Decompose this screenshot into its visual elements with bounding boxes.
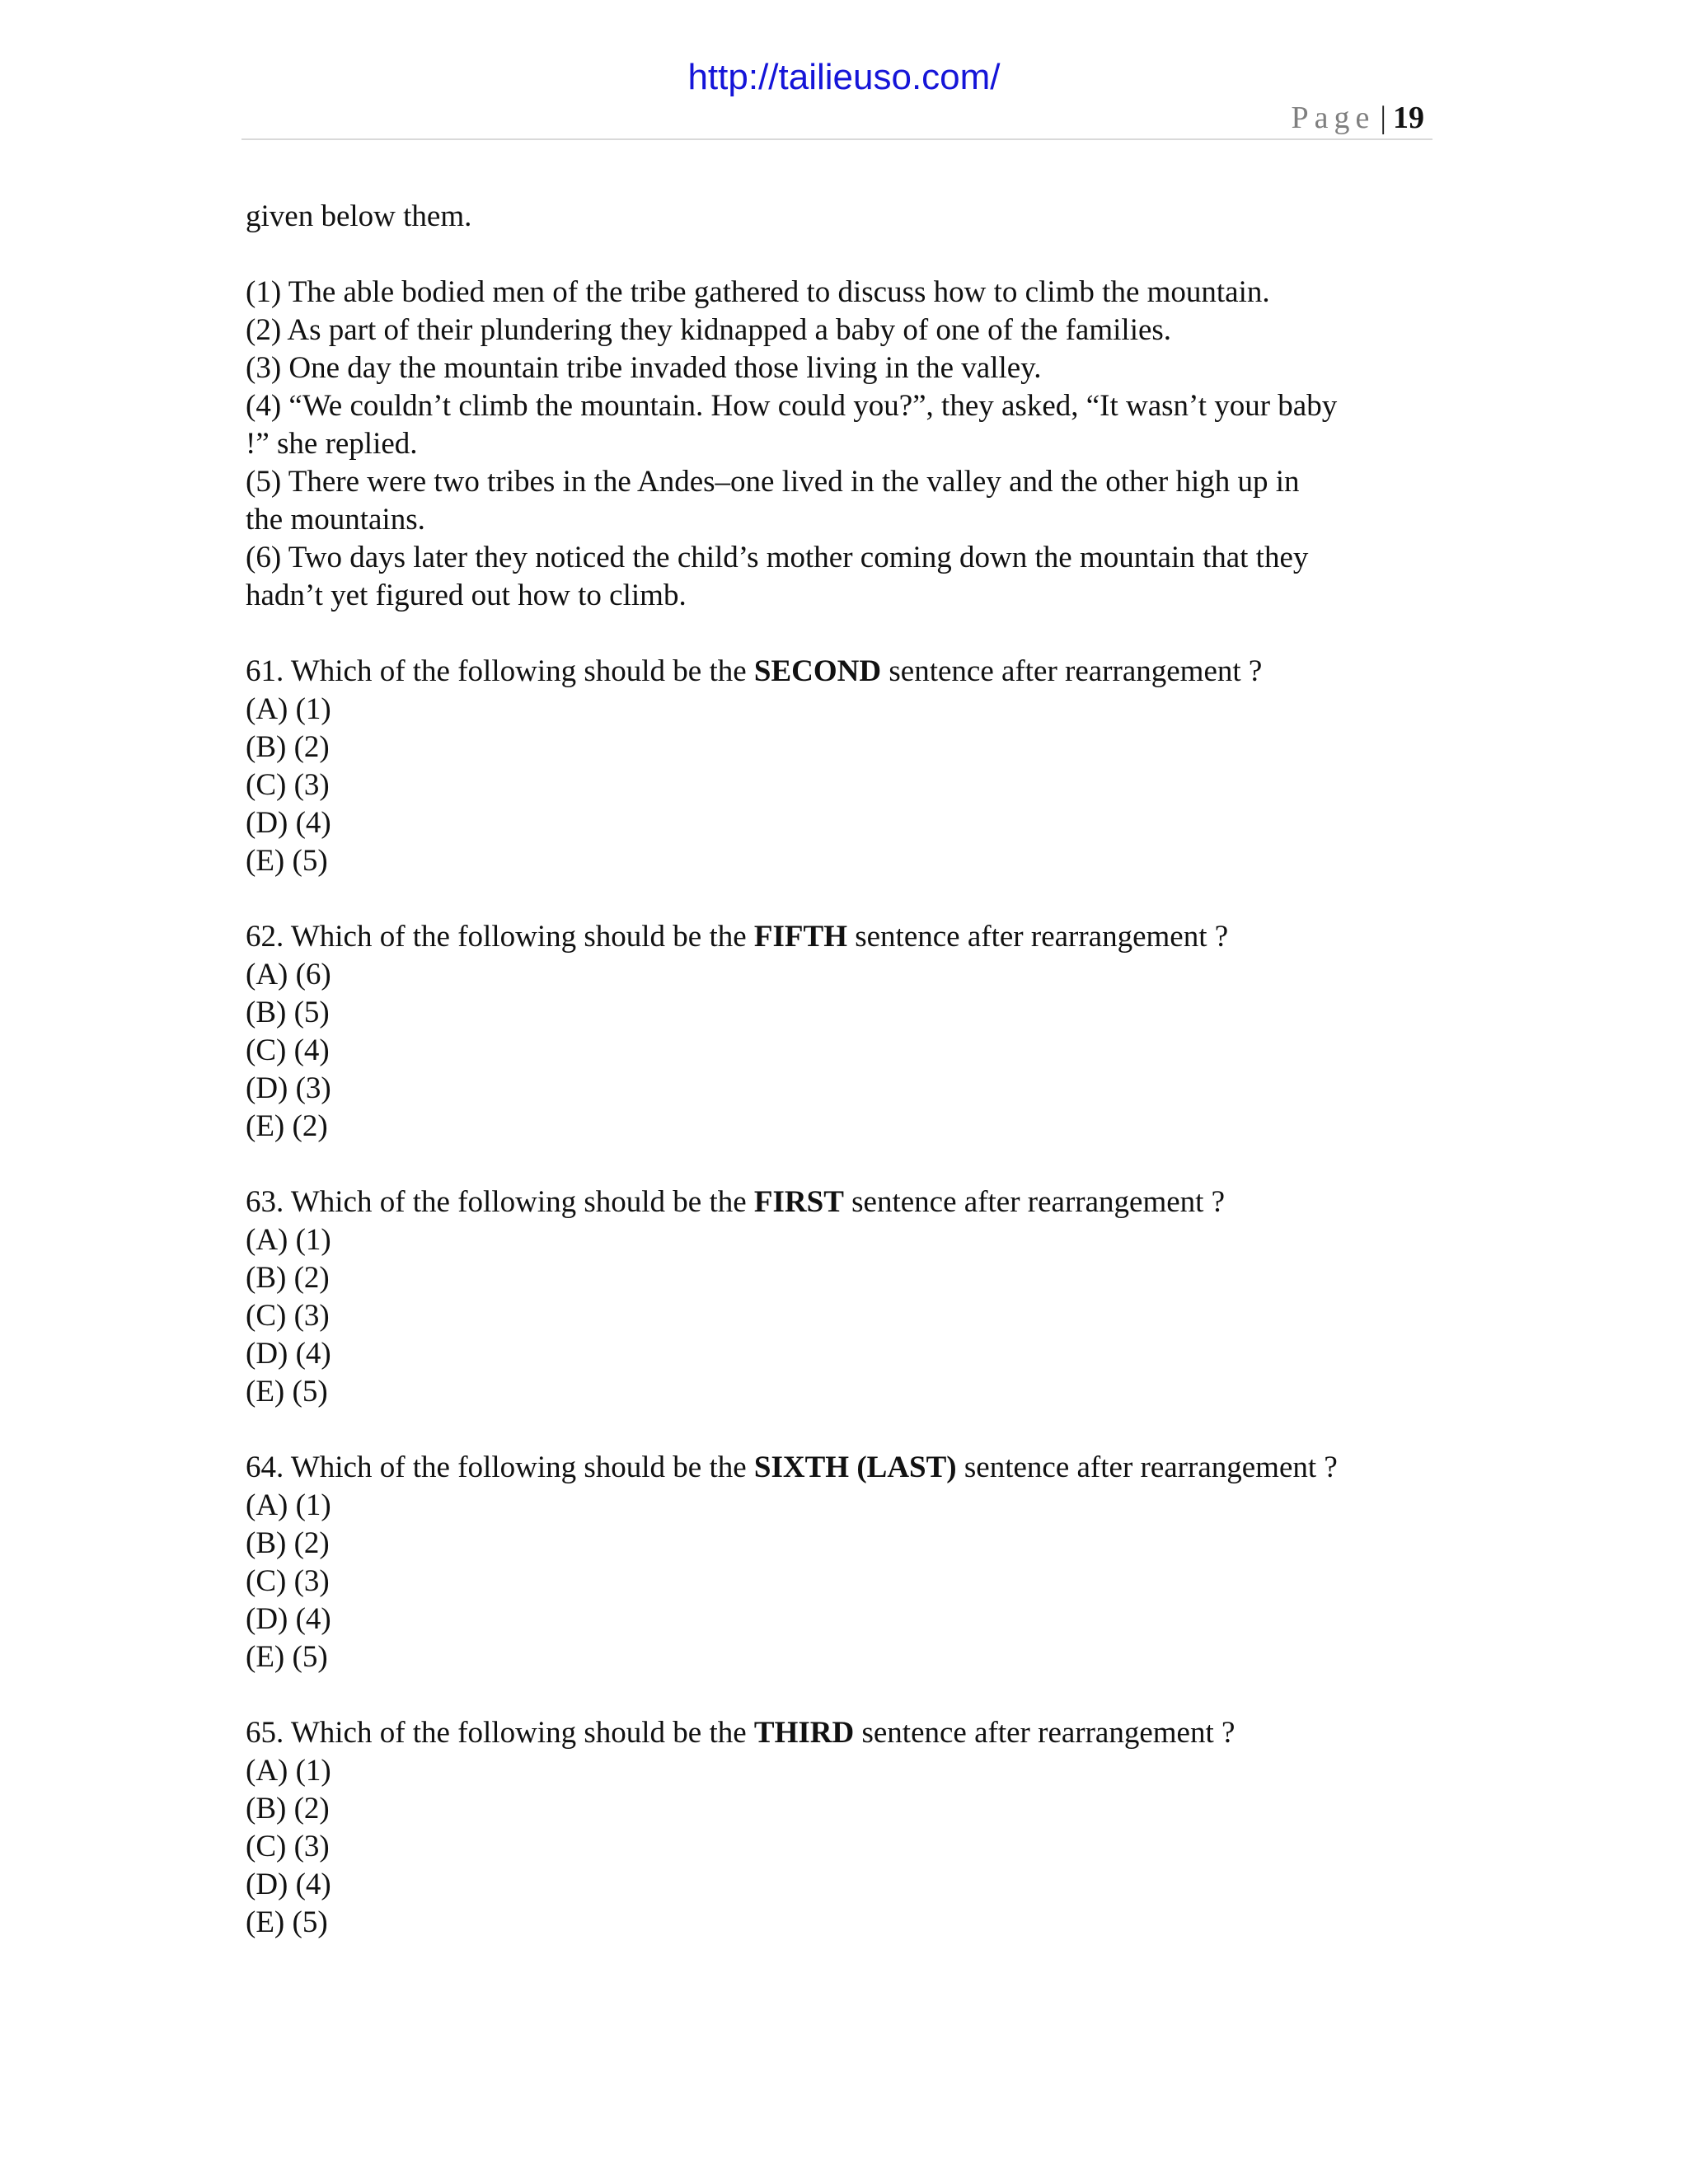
question-keyword: THIRD — [753, 1716, 855, 1750]
question-prefix: 64. Which of the following should be the — [246, 1451, 754, 1484]
sentence-line: (3) One day the mountain tribe invaded those living in the valley. — [246, 351, 1042, 385]
question-prefix: 62. Which of the following should be the — [246, 920, 754, 954]
question-stem — [246, 918, 1439, 956]
answer-option: (B) (5) — [246, 996, 330, 1029]
question-prefix: 65. Which of the following should be the — [246, 1716, 754, 1750]
answer-option: (E) (2) — [246, 1109, 328, 1143]
question-prefix: 61. Which of the following should be the — [246, 654, 754, 688]
answer-option: (C) (3) — [246, 1564, 330, 1598]
paragraph-gap — [246, 1146, 1439, 1183]
sentence-item — [246, 274, 1439, 312]
answer-option: (C) (3) — [246, 1830, 330, 1863]
page-word: Page — [1291, 101, 1376, 135]
question-64 — [246, 1449, 1439, 1676]
answer-option: (A) (6) — [246, 958, 331, 991]
answer-option: (D) (3) — [246, 1071, 331, 1105]
question-suffix: sentence after rearrangement ? — [956, 1451, 1338, 1484]
sentence-item — [246, 349, 1439, 387]
paragraph-gap — [246, 1411, 1439, 1449]
question-65 — [246, 1714, 1439, 1942]
answer-option: (B) (2) — [246, 1261, 330, 1295]
paragraph-gap — [246, 236, 1439, 274]
answer-option: (E) (5) — [246, 844, 328, 878]
question-stem — [246, 653, 1439, 691]
question-keyword: FIRST — [753, 1185, 844, 1219]
sentence-line: (5) There were two tribes in the Andes–one lived in the valley and the other high up in — [246, 465, 1300, 499]
sentence-line: hadn’t yet figured out how to climb. — [246, 579, 687, 612]
answer-option: (E) (5) — [246, 1375, 328, 1408]
answer-option: (B) (2) — [246, 1792, 330, 1825]
document-body — [246, 198, 1439, 1942]
answer-option: (A) (1) — [246, 1488, 331, 1522]
question-suffix: sentence after rearrangement ? — [881, 654, 1263, 688]
answer-option: (D) (4) — [246, 1337, 331, 1371]
sentence-item — [246, 539, 1439, 615]
paragraph-gap — [246, 880, 1439, 918]
question-suffix: sentence after rearrangement ? — [843, 1185, 1226, 1219]
sentence-item — [246, 312, 1439, 349]
sentence-list — [246, 274, 1439, 615]
sentence-line: (4) “We couldn’t climb the mountain. How could you?”, they asked, “It wasn’t your baby — [246, 389, 1338, 423]
answer-option: (E) (5) — [246, 1640, 328, 1674]
answer-option: (A) (1) — [246, 1754, 331, 1788]
answer-option: (D) (4) — [246, 1868, 331, 1901]
sentence-line: (1) The able bodied men of the tribe gathered to discuss how to climb the mountain. — [246, 275, 1270, 309]
sentence-item — [246, 387, 1439, 463]
answer-option: (D) (4) — [246, 1602, 331, 1636]
answer-option: (C) (3) — [246, 768, 330, 802]
sentence-line: the mountains. — [246, 503, 425, 537]
sentence-line: !” she replied. — [246, 427, 418, 461]
page-separator: | — [1380, 101, 1386, 135]
question-suffix: sentence after rearrangement ? — [846, 920, 1229, 954]
paragraph-gap — [246, 1676, 1439, 1714]
answer-option: (D) (4) — [246, 806, 331, 840]
answer-option: (A) (1) — [246, 1223, 331, 1257]
question-stem — [246, 1449, 1439, 1487]
question-63 — [246, 1183, 1439, 1411]
page-number: 19 — [1393, 101, 1424, 135]
intro-continuation: given below them. — [246, 199, 472, 233]
question-keyword: FIFTH — [753, 920, 847, 954]
question-62 — [246, 918, 1439, 1146]
answer-option: (B) (2) — [246, 1526, 330, 1560]
answer-option: (C) (3) — [246, 1299, 330, 1333]
answer-option: (B) (2) — [246, 730, 330, 764]
question-61 — [246, 653, 1439, 880]
page-number-label — [1292, 97, 1424, 138]
sentence-item — [246, 463, 1439, 539]
question-stem — [246, 1714, 1439, 1752]
header-divider — [241, 138, 1432, 140]
header-url-link[interactable]: http://tailieuso.com/ — [687, 57, 1001, 97]
question-keyword: SIXTH (LAST) — [753, 1451, 957, 1484]
question-stem — [246, 1183, 1439, 1221]
question-prefix: 63. Which of the following should be the — [246, 1185, 754, 1219]
question-suffix: sentence after rearrangement ? — [854, 1716, 1236, 1750]
answer-option: (C) (4) — [246, 1033, 330, 1067]
answer-option: (A) (1) — [246, 692, 331, 726]
sentence-line: (2) As part of their plundering they kidnapped a baby of one of the families. — [246, 313, 1172, 347]
question-keyword: SECOND — [753, 654, 882, 688]
sentence-line: (6) Two days later they noticed the child’s mother coming down the mountain that they — [246, 541, 1309, 574]
paragraph-gap — [246, 615, 1439, 653]
answer-option: (E) (5) — [246, 1905, 328, 1939]
